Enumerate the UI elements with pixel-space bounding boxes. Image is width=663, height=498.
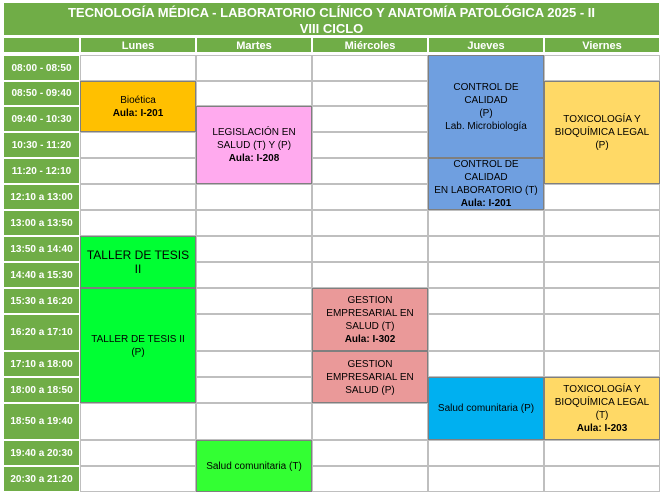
block-bioetica-aula: Aula: I-201 [112, 107, 164, 119]
time-slot-10: 15:30 a 16:20 [3, 288, 80, 314]
block-taller-p-line-1: TALLER DE TESIS II (P) [91, 333, 185, 358]
grid-cell-viernes-10[interactable] [544, 288, 660, 314]
time-slot-1: 08:00 - 08:50 [3, 55, 80, 81]
grid-cell-jueves-9[interactable] [428, 262, 544, 288]
grid-cell-lunes-6[interactable] [80, 184, 196, 210]
time-slot-6: 12:10 a 13:00 [3, 184, 80, 210]
grid-cell-viernes-8[interactable] [544, 236, 660, 262]
block-taller-tesis[interactable] [80, 236, 196, 288]
block-toxico-p-line-2: BIOQUÍMICA LEGAL [554, 127, 650, 138]
block-gestion-p-line-3: SALUD (P) [345, 384, 395, 396]
grid-cell-viernes-9[interactable] [544, 262, 660, 288]
grid-cell-miercoles-1[interactable] [312, 55, 428, 81]
time-slot-3: 09:40 - 10:30 [3, 106, 80, 132]
day-header-miercoles: Miércoles [312, 37, 428, 53]
block-control-t-line-1: CONTROL DE CALIDAD [453, 159, 519, 183]
grid-cell-jueves-7[interactable] [428, 210, 544, 236]
grid-cell-martes-8[interactable] [196, 236, 312, 262]
grid-cell-lunes-5[interactable] [80, 158, 196, 184]
block-toxico-t-line-1: TOXICOLOGÍA Y [563, 383, 641, 395]
block-taller-line-1: TALLER DE TESIS [86, 248, 190, 262]
block-toxico-t-line-3: (T) [595, 409, 609, 421]
block-taller-tesis-p[interactable] [80, 288, 196, 403]
block-gestion-t[interactable] [312, 288, 428, 351]
grid-cell-lunes-4[interactable] [80, 132, 196, 158]
grid-cell-jueves-8[interactable] [428, 236, 544, 262]
block-gestion-t-line-1: GESTION [347, 294, 393, 306]
block-gestion-p-line-2: EMPRESARIAL EN [326, 371, 414, 383]
block-toxico-t-aula: Aula: I-203 [576, 422, 628, 434]
grid-cell-viernes-7[interactable] [544, 210, 660, 236]
block-taller-line-2: II [134, 262, 142, 276]
grid-cell-martes-6[interactable] [196, 184, 312, 210]
time-slot-12: 17:10 a 18:00 [3, 351, 80, 377]
block-legislacion[interactable] [196, 106, 312, 184]
grid-cell-miercoles-2[interactable] [312, 81, 428, 106]
block-toxico-t-line-2: BIOQUÍMICA LEGAL [554, 396, 650, 408]
block-gestion-p-line-1: GESTION [347, 358, 393, 370]
block-gestion-t-aula: Aula: I-302 [344, 333, 396, 345]
block-salud-comunitaria-p[interactable] [428, 377, 544, 440]
grid-cell-lunes-7[interactable] [80, 210, 196, 236]
grid-cell-lunes-1[interactable] [80, 55, 196, 81]
block-control-p-line-2: (P) [479, 107, 493, 119]
time-slot-5: 11:20 - 12:10 [3, 158, 80, 184]
grid-cell-lunes-15[interactable] [80, 440, 196, 466]
block-bioetica-line-1: Bioética [120, 94, 156, 106]
time-slot-11: 16:20 a 17:10 [3, 314, 80, 351]
grid-cell-martes-13[interactable] [196, 377, 312, 403]
grid-cell-miercoles-7[interactable] [312, 210, 428, 236]
block-salud-comunitaria-t[interactable] [196, 440, 312, 492]
time-slot-9: 14:40 a 15:30 [3, 262, 80, 288]
grid-cell-martes-12[interactable] [196, 351, 312, 377]
grid-cell-lunes-16[interactable] [80, 466, 196, 492]
block-salud-martes-line-1: Salud comunitaria (T) [206, 460, 302, 472]
block-control-calidad-p[interactable] [428, 55, 544, 158]
grid-cell-miercoles-9[interactable] [312, 262, 428, 288]
grid-cell-miercoles-16[interactable] [312, 466, 428, 492]
grid-cell-viernes-12[interactable] [544, 351, 660, 377]
time-slot-2: 08:50 - 09:40 [3, 81, 80, 106]
block-toxico-p-line-3: (P) [595, 140, 609, 151]
block-gestion-t-line-2: EMPRESARIAL EN [326, 307, 414, 319]
grid-cell-viernes-6[interactable] [544, 184, 660, 210]
block-control-t-line-2: EN LABORATORIO (T) [434, 185, 538, 196]
block-toxico-p-line-1: TOXICOLOGÍA Y [563, 114, 641, 125]
grid-cell-martes-14[interactable] [196, 403, 312, 440]
block-legislacion-aula: Aula: I-208 [228, 152, 280, 164]
grid-cell-miercoles-15[interactable] [312, 440, 428, 466]
block-control-calidad-t[interactable] [428, 158, 544, 210]
block-gestion-t-line-3: SALUD (T) [345, 320, 395, 332]
block-legislacion-line-1: LEGISLACIÓN EN [212, 126, 296, 138]
grid-cell-viernes-16[interactable] [544, 466, 660, 492]
grid-cell-miercoles-5[interactable] [312, 158, 428, 184]
block-toxicologia-p[interactable] [544, 81, 660, 184]
block-salud-jueves-line-1: Salud comunitaria (P) [437, 403, 535, 414]
block-control-p-line-1: CONTROL DE CALIDAD [453, 81, 519, 106]
grid-cell-miercoles-4[interactable] [312, 132, 428, 158]
time-slot-14: 18:50 a 19:40 [3, 403, 80, 440]
day-header-jueves: Jueves [428, 37, 544, 53]
grid-cell-lunes-14[interactable] [80, 403, 196, 440]
grid-cell-martes-10[interactable] [196, 288, 312, 314]
grid-cell-jueves-16[interactable] [428, 466, 544, 492]
time-slot-7: 13:00 a 13:50 [3, 210, 80, 236]
time-slot-4: 10:30 - 11:20 [3, 132, 80, 158]
time-slot-13: 18:00 a 18:50 [3, 377, 80, 403]
schedule-title [3, 2, 660, 36]
time-slot-8: 13:50 a 14:40 [3, 236, 80, 262]
block-toxicologia-t[interactable] [544, 377, 660, 440]
grid-cell-jueves-11[interactable] [428, 314, 544, 351]
grid-cell-viernes-15[interactable] [544, 440, 660, 466]
block-legislacion-line-2: SALUD (T) Y (P) [216, 139, 292, 151]
grid-cell-viernes-11[interactable] [544, 314, 660, 351]
day-header-viernes: Viernes [544, 37, 660, 53]
grid-cell-jueves-12[interactable] [428, 351, 544, 377]
title-line-1: TECNOLOGÍA MÉDICA - LABORATORIO CLÍNICO Y ANATOMÍA PATOLÓGICA 2025 - II [67, 5, 595, 20]
grid-cell-miercoles-8[interactable] [312, 236, 428, 262]
grid-cell-martes-9[interactable] [196, 262, 312, 288]
grid-cell-martes-11[interactable] [196, 314, 312, 351]
grid-cell-jueves-10[interactable] [428, 288, 544, 314]
grid-cell-miercoles-3[interactable] [312, 106, 428, 132]
grid-cell-miercoles-6[interactable] [312, 184, 428, 210]
grid-cell-jueves-15[interactable] [428, 440, 544, 466]
time-slot-16: 20:30 a 21:20 [3, 466, 80, 492]
grid-cell-martes-2[interactable] [196, 81, 312, 106]
grid-cell-viernes-1[interactable] [544, 55, 660, 81]
grid-cell-miercoles-14[interactable] [312, 403, 428, 440]
day-header-lunes: Lunes [80, 37, 196, 53]
corner-header [3, 37, 80, 53]
block-control-p-line-3: Lab. Microbiología [445, 120, 527, 132]
title-line-2: VIII CICLO [299, 21, 364, 36]
block-gestion-p[interactable] [312, 351, 428, 403]
block-bioetica[interactable] [80, 81, 196, 132]
block-control-t-aula: Aula: I-201 [460, 198, 512, 209]
time-slot-15: 19:40 a 20:30 [3, 440, 80, 466]
grid-cell-martes-7[interactable] [196, 210, 312, 236]
grid-cell-martes-1[interactable] [196, 55, 312, 81]
day-header-martes: Martes [196, 37, 312, 53]
